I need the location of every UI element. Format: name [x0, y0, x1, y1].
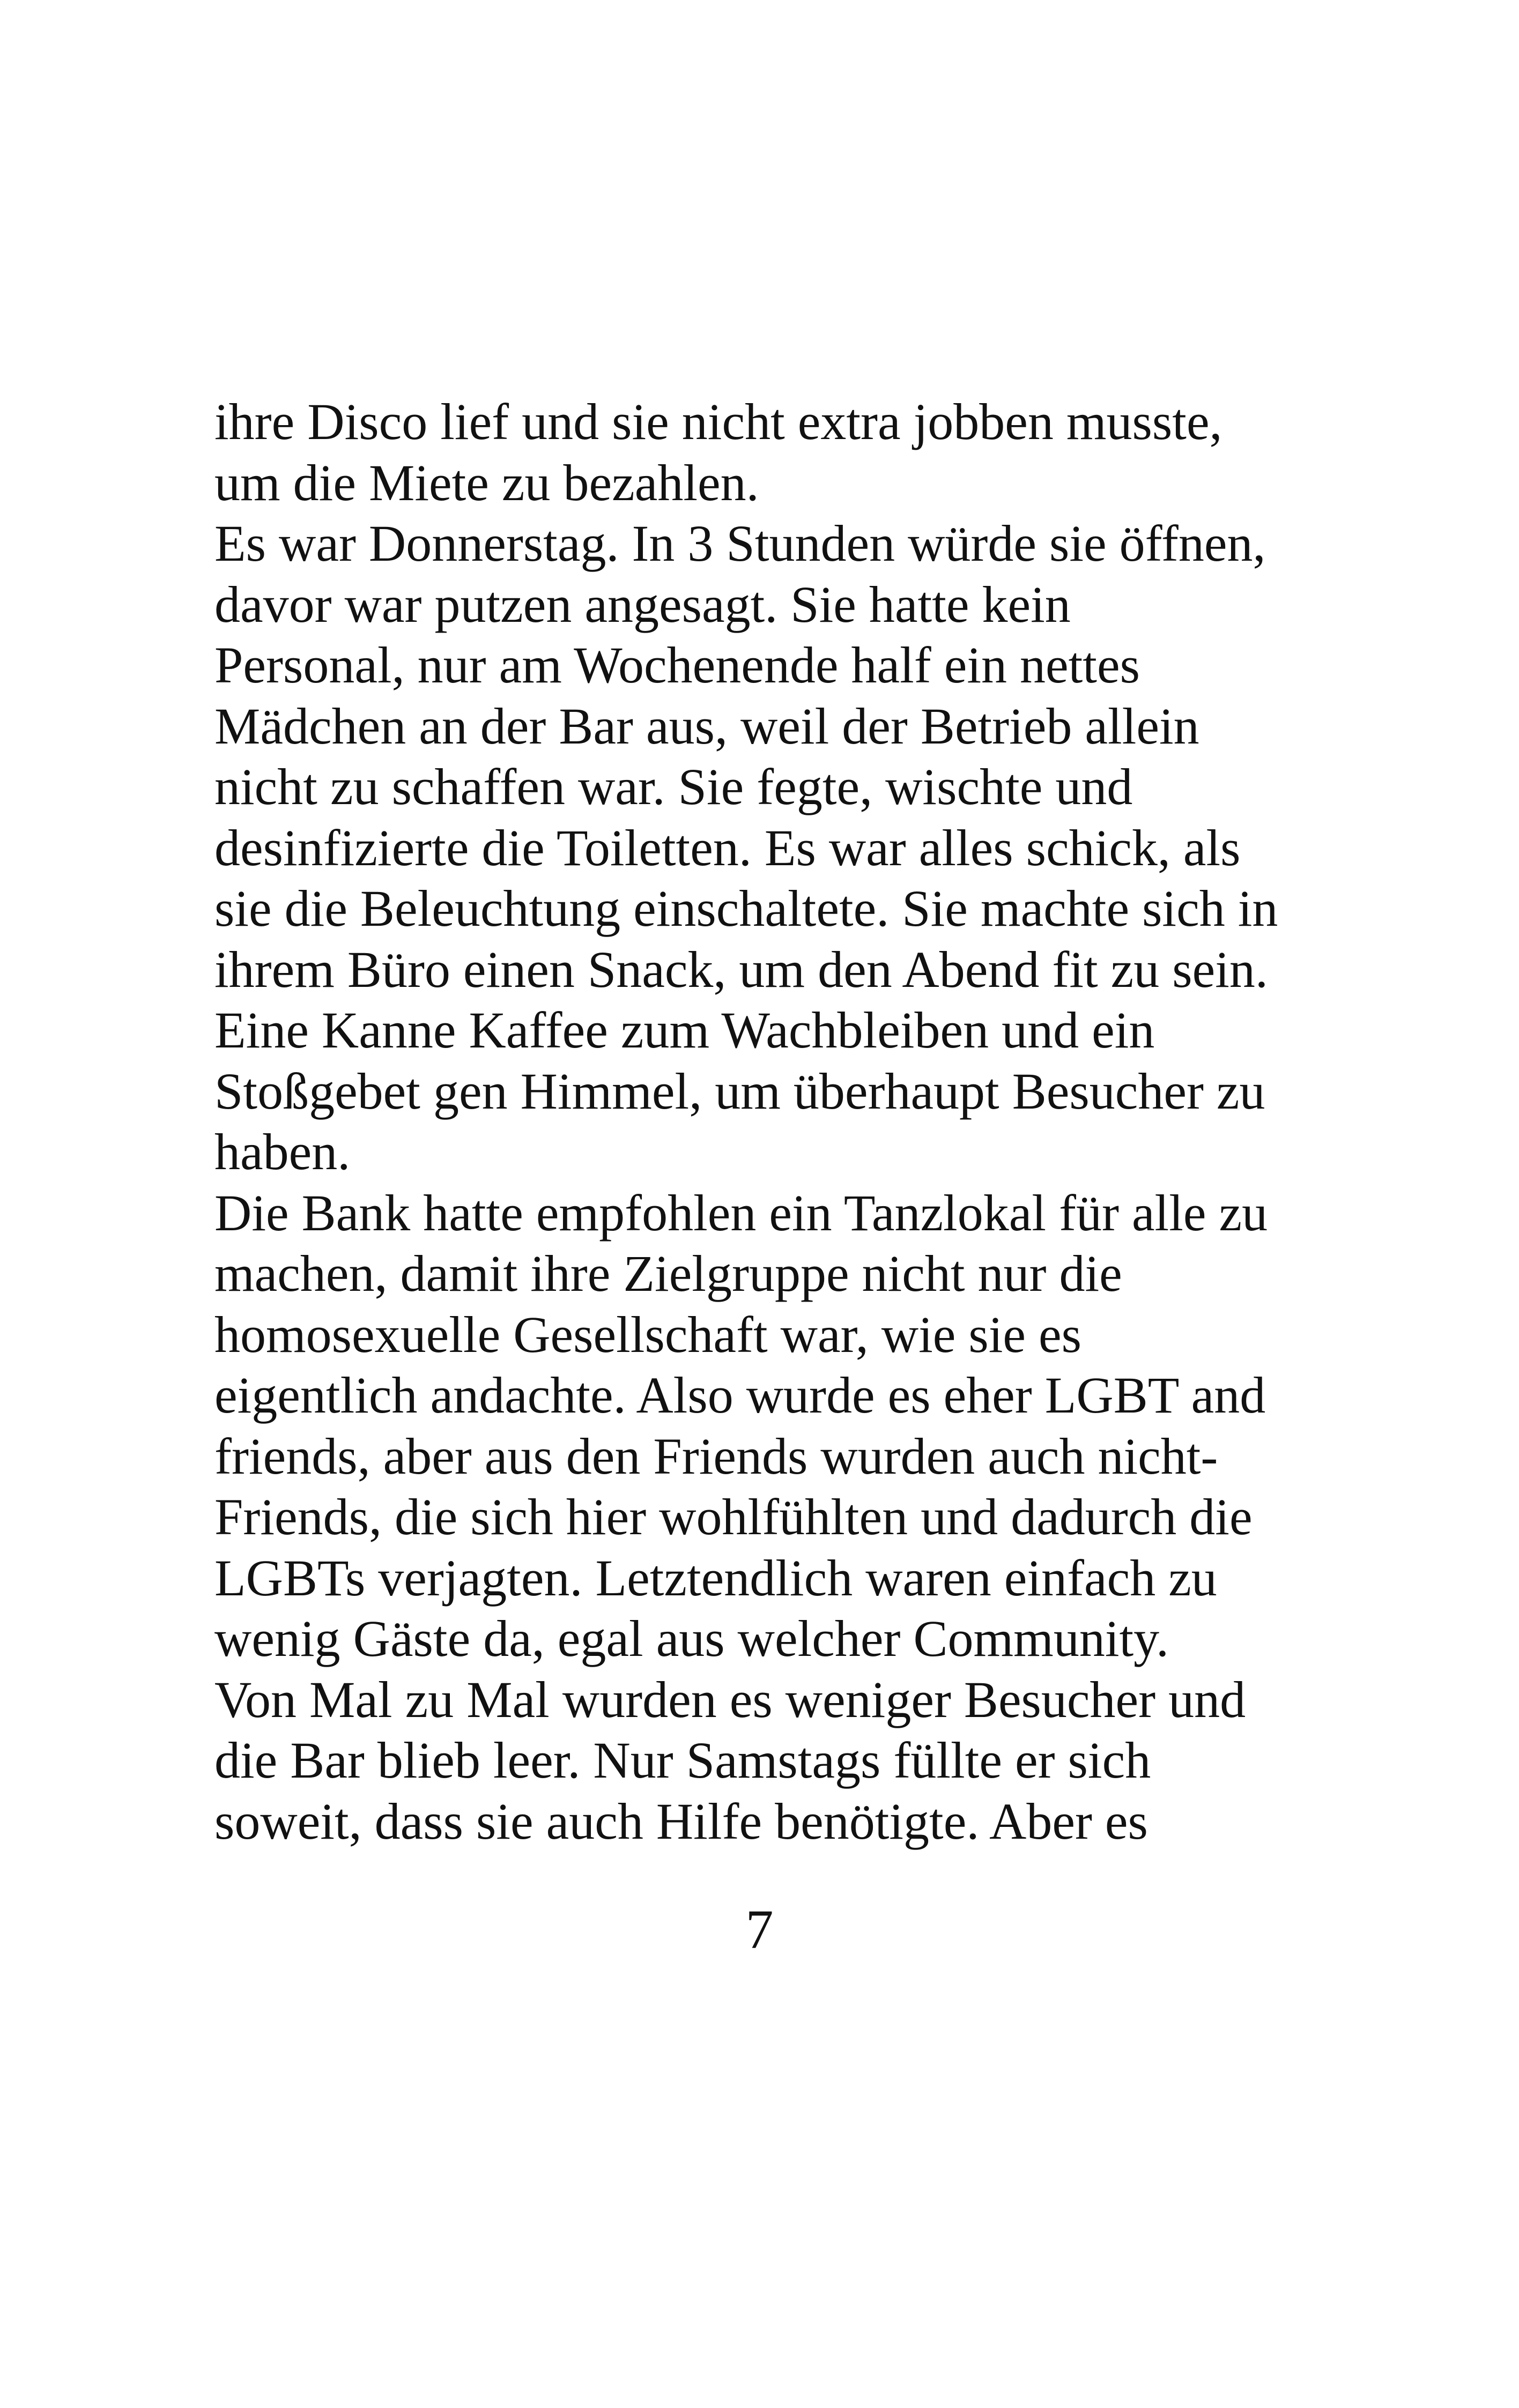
- text-line: wenig Gäste da, egal aus welcher Community.: [214, 1610, 1169, 1667]
- text-line: machen, damit ihre Zielgruppe nicht nur die: [214, 1245, 1122, 1302]
- text-line: eigentlich andachte. Also wurde es eher LGBT and: [214, 1366, 1266, 1424]
- text-line: desinfizierte die Toiletten. Es war alles schick, als: [214, 819, 1241, 876]
- text-line: davor war putzen angesagt. Sie hatte kein: [214, 575, 1071, 633]
- text-line: sie die Beleuchtung einschaltete. Sie machte sich in: [214, 880, 1278, 937]
- text-line: die Bar blieb leer. Nur Samstags füllte er sich: [214, 1731, 1151, 1789]
- text-line: Eine Kanne Kaffee zum Wachbleiben und ein: [214, 1001, 1155, 1059]
- text-line: ihrem Büro einen Snack, um den Abend fit zu sein.: [214, 940, 1268, 998]
- text-line: Es war Donnerstag. In 3 Stunden würde sie öffnen,: [214, 515, 1266, 572]
- page-number: 7: [745, 1899, 774, 1960]
- text-line: Friends, die sich hier wohlfühlten und dadurch die: [214, 1488, 1253, 1545]
- text-line: Die Bank hatte empfohlen ein Tanzlokal für alle zu: [214, 1184, 1268, 1242]
- text-line: Von Mal zu Mal wurden es weniger Besucher und: [214, 1670, 1246, 1728]
- text-line: LGBTs verjagten. Letztendlich waren einfach zu: [214, 1549, 1217, 1607]
- text-line: Stoßgebet gen Himmel, um überhaupt Besucher zu: [214, 1062, 1265, 1120]
- text-line: friends, aber aus den Friends wurden auch nicht-: [214, 1427, 1218, 1485]
- text-line: haben.: [214, 1123, 351, 1180]
- text-line: um die Miete zu bezahlen.: [214, 454, 759, 511]
- text-line: ihre Disco lief und sie nicht extra jobben musste,: [214, 393, 1222, 450]
- text-line: Personal, nur am Wochenende half ein nettes: [214, 636, 1140, 694]
- text-line: homosexuelle Gesellschaft war, wie sie es: [214, 1305, 1081, 1363]
- text-line: nicht zu schaffen war. Sie fegte, wischte und: [214, 758, 1133, 815]
- body-text: [214, 391, 1351, 1852]
- text-line: Mädchen an der Bar aus, weil der Betrieb allein: [214, 697, 1199, 755]
- text-line: soweit, dass sie auch Hilfe benötigte. Aber es: [214, 1792, 1148, 1850]
